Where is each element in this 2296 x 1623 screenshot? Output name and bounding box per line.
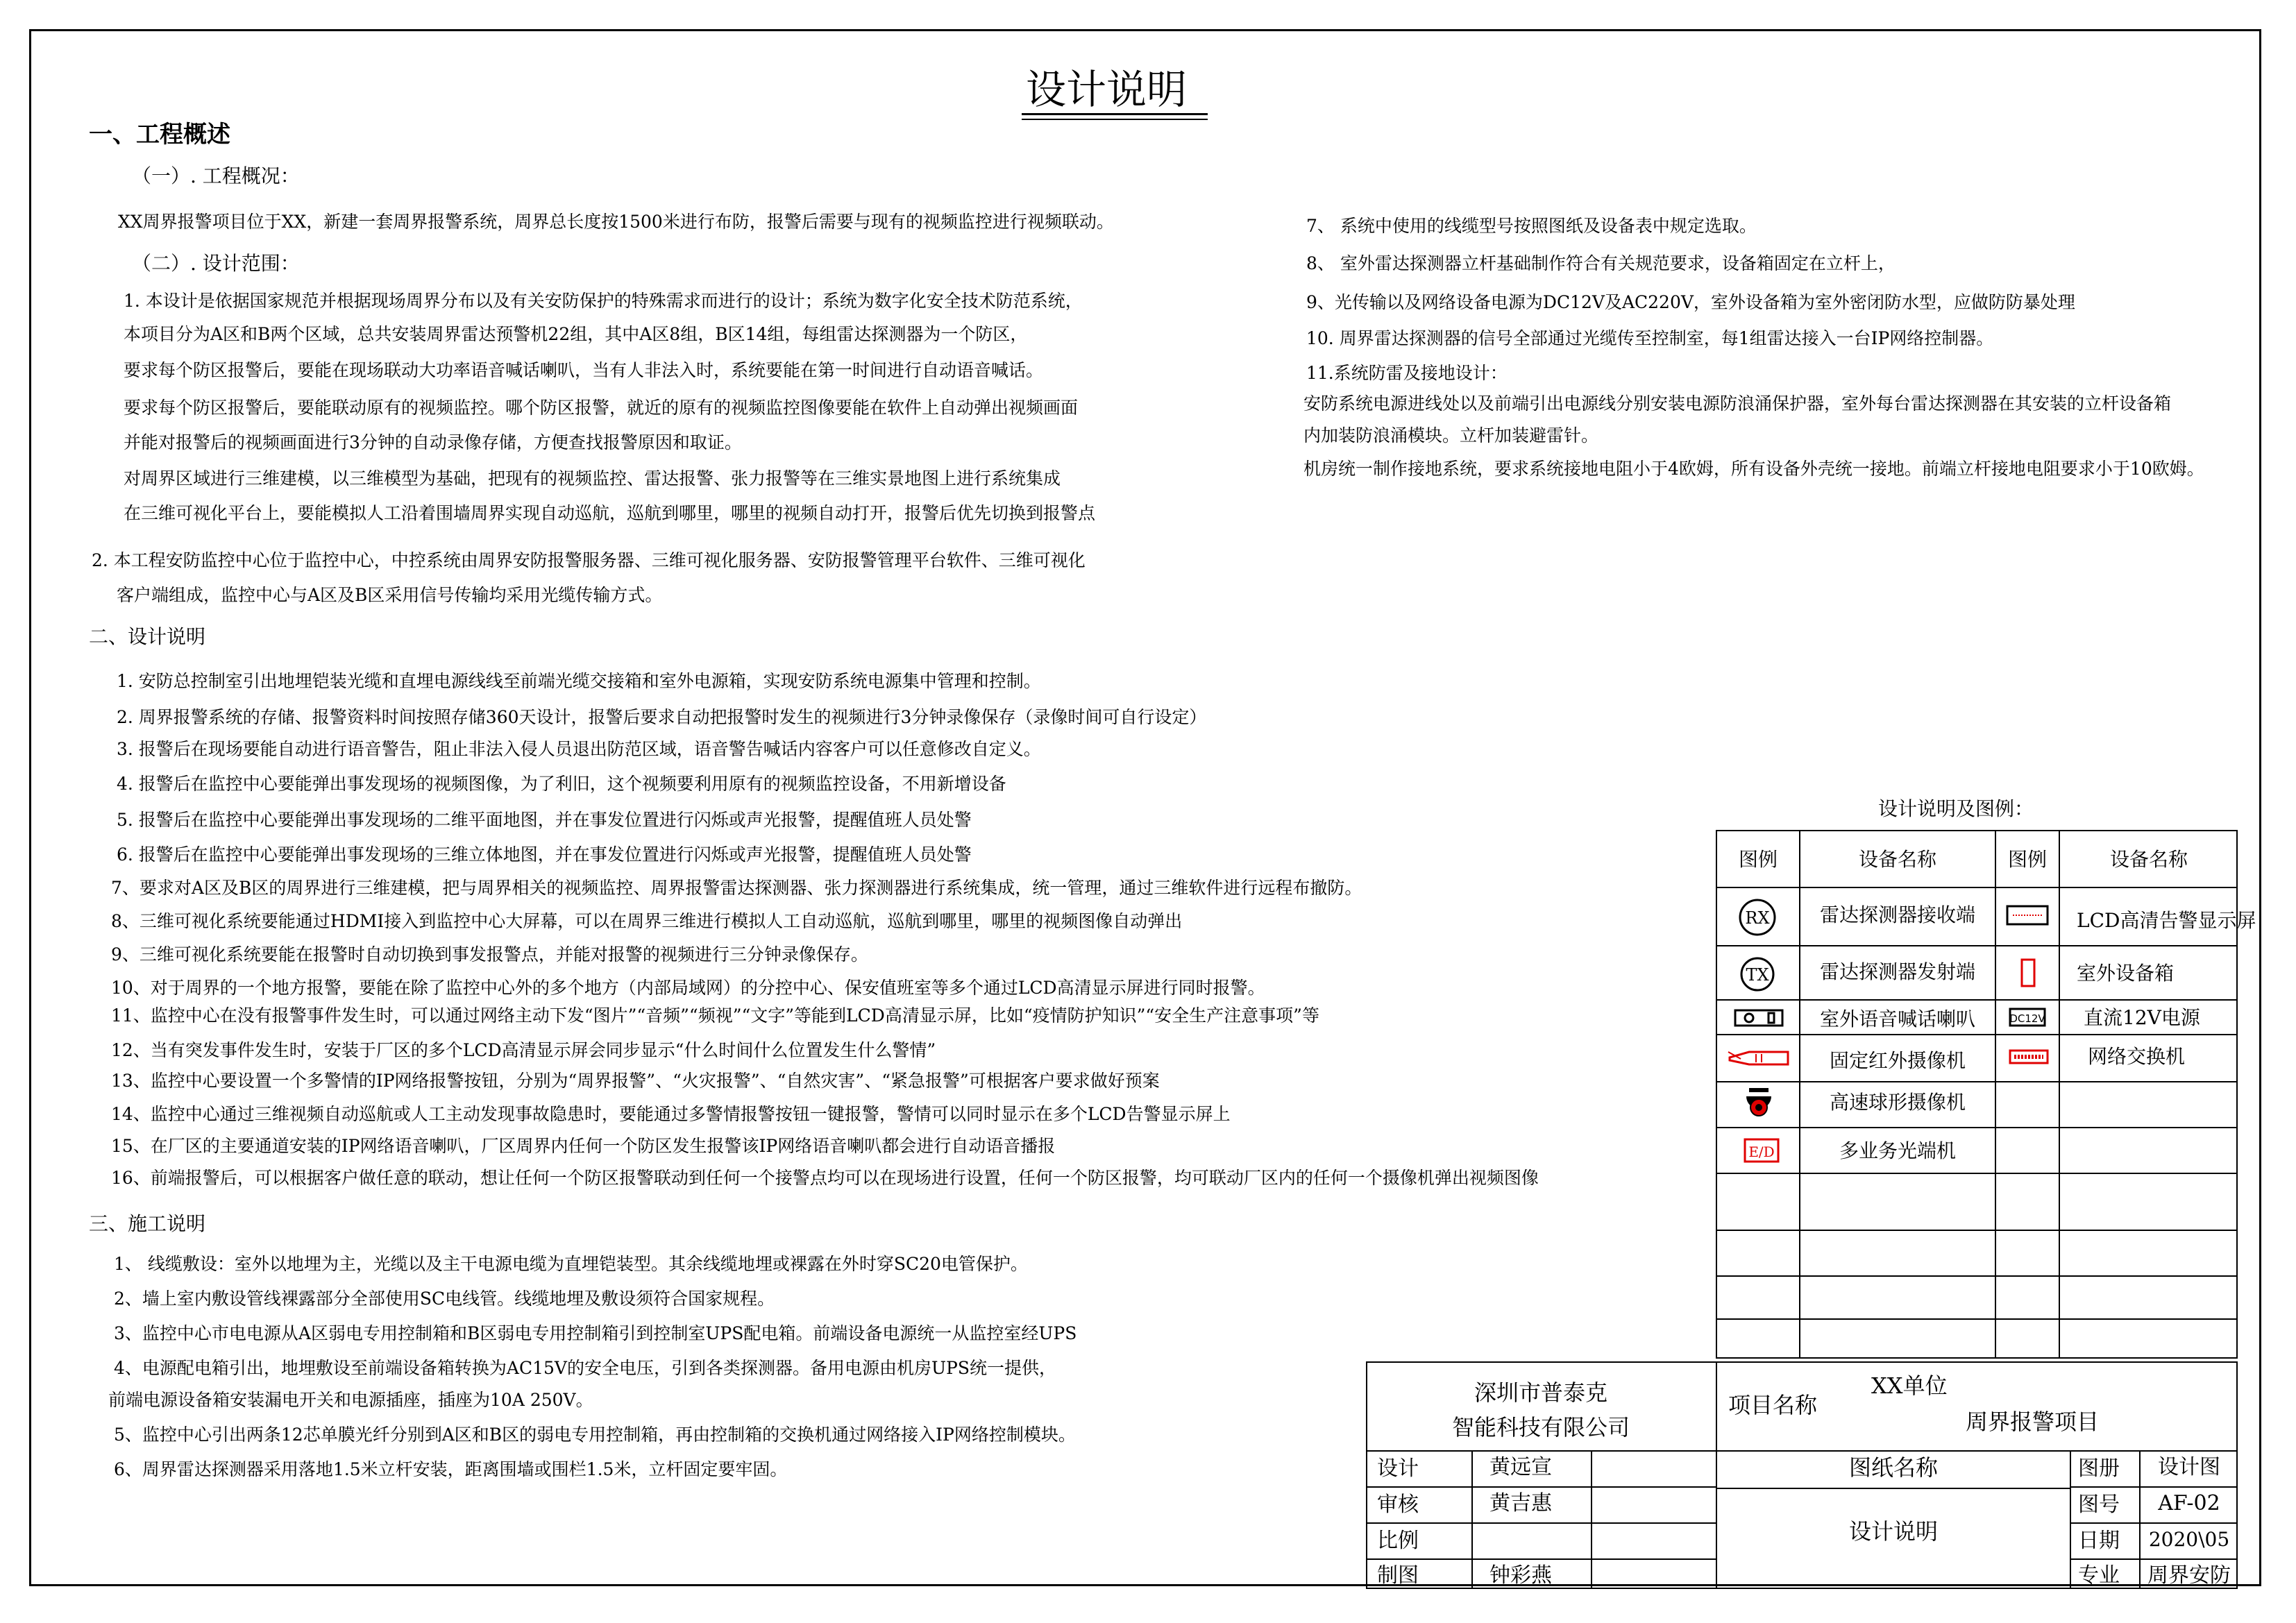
title-block-line (2070, 1522, 2238, 1524)
title-underline (1022, 113, 1208, 115)
title-block-divider (1471, 1450, 1473, 1589)
section2-item: 3. 报警后在现场要能自动进行语音警告，阻止非法入侵人员退出防范区域，语音警告喊话内容客户可以任意修改自定义。 (117, 739, 1041, 759)
legend-row-line (1716, 1081, 2238, 1082)
scope-line: 要求每个防区报警后，要能联动原有的视频监控。哪个防区报警，就近的原有的视频监控图像要能在软件上自动弹出视频画面 (124, 398, 1079, 418)
discipline-value: 周界安防 (2147, 1563, 2231, 1588)
book-label: 图册 (2078, 1456, 2120, 1481)
section3-item: 6、周界雷达探测器采用落地1.5米立杆安装，距离围墙或围栏1.5米，立杆固定要牢固。 (114, 1459, 788, 1479)
number-value: AF-02 (2158, 1491, 2220, 1515)
legend-name-dome-camera: 高速球形摄像机 (1829, 1091, 1966, 1114)
section2-item: 7、要求对A区及B区的周界进行三维建模，把与周界相关的视频监控、周界报警雷达探测器、张力探测器进行系统集成，统一管理，通过三维软件进行远程布撤防。 (111, 878, 1362, 898)
optical-transceiver-icon (1744, 1138, 1780, 1163)
speaker-icon (1734, 1009, 1784, 1027)
legend-name-speaker: 室外语音喊话喇叭 (1819, 1008, 1975, 1030)
draw-label: 制图 (1377, 1563, 1419, 1588)
section2-item: 8、三维可视化系统要能通过HDMI接入到监控中心大屏幕，可以在周界三维进行模拟人工自动巡航，巡航到哪里，哪里的视频图像自动弹出 (111, 911, 1183, 931)
legend-name-ir-camera: 固定红外摄像机 (1829, 1049, 1966, 1072)
legend-name-rx: 雷达探测器接收端 (1819, 903, 1975, 926)
section1-overview: XX周界报警项目位于XX，新建一套周界报警系统，周界总长度按1500米进行布防，报警后需要与现有的视频监控进行视频联动。 (118, 212, 1114, 232)
project-owner: XX单位 (1871, 1373, 1948, 1399)
section2-item: 5. 报警后在监控中心要能弹出事发现场的二维平面地图，并在事发位置进行闪烁或声光报警，提醒值班人员处警 (117, 810, 972, 830)
tx-symbol: TX (1746, 965, 1769, 985)
scope-line: 在三维可视化平台上，要能模拟人工沿着围墙周界实现自动巡航，巡航到哪里，哪里的视频自动打开，报警后优先切换到报警点 (124, 503, 1096, 523)
draw-value: 钟彩燕 (1489, 1563, 1552, 1588)
legend-row-line (1716, 1318, 2238, 1320)
section2-item: 11、监控中心在没有报警事件发生时，可以通过网络主动下发“图片”“音频”“频视”“文字”等能到LCD高清显示屏，比如“疫情防护知识”“安全生产注意事项”等 (111, 1005, 1319, 1026)
title-underline (1022, 119, 1208, 120)
legend-row-line (1716, 945, 2238, 946)
title-block-divider (2070, 1450, 2071, 1589)
section1-sub2: （二）. 设计范围： (132, 252, 300, 275)
legend-name-dc12v: 直流12V电源 (2084, 1006, 2200, 1029)
legend-header-symbol: 图例 (1738, 848, 1778, 871)
title-block-line (2070, 1558, 2238, 1560)
discipline-label: 专业 (2078, 1563, 2120, 1588)
right-item: 8、 室外雷达探测器立杆基础制作符合有关规范要求，设备箱固定在立杆上， (1306, 253, 1896, 273)
legend-caption: 设计说明及图例： (1878, 797, 2034, 820)
legend-name-tx: 雷达探测器发射端 (1819, 960, 1975, 983)
project-label: 项目名称 (1728, 1392, 1818, 1418)
legend-name-outdoor-box: 室外设备箱 (2077, 962, 2175, 985)
network-switch-icon (2009, 1049, 2049, 1064)
scope-line: 要求每个防区报警后，要能在现场联动大功率语音喊话喇叭，当有人非法入时，系统要能在第一时间进行自动语音喊话。 (124, 360, 1044, 380)
legend-row-line (1716, 1127, 2238, 1128)
legend-divider (1995, 830, 1996, 1359)
dc12v-symbol: DC12V (2009, 1012, 2045, 1025)
project-name: 周界报警项目 (1966, 1409, 2100, 1435)
scope-line: 1. 本设计是依据国家规范并根据现场周界分布以及有关安防保护的特殊需求而进行的设计；系统为数字化安全技术防范系统， (124, 291, 1083, 311)
right-item: 10. 周界雷达探测器的信号全部通过光缆传至控制室，每1组雷达接入一台IP网络控制器。 (1306, 328, 1994, 348)
section2-item: 4. 报警后在监控中心要能弹出事发现场的视频图像，为了利旧，这个视频要利用原有的视频监控设备，不用新增设备 (117, 774, 1006, 794)
section3-item: 1、 线缆敷设：室外以地埋为主，光缆以及主干电源电缆为直埋铠装型。其余线缆地埋或裸露在外时穿SC20电管保护。 (114, 1254, 1028, 1274)
title-block-line (1716, 1488, 2070, 1489)
design-value: 黄远宣 (1489, 1455, 1552, 1479)
legend-divider (2059, 830, 2060, 1359)
section2-item: 15、在厂区的主要通道安装的IP网络语音喇叭，厂区周界内任何一个防区发生报警该IP网络语音喇叭都会进行自动语音播报 (111, 1136, 1056, 1156)
lightning-line: 安防系统电源进线处以及前端引出电源线分别安装电源防浪涌保护器，室外每台雷达探测器在其安装的立杆设备箱 (1303, 393, 2172, 414)
legend-header-name: 设备名称 (1858, 848, 1936, 871)
legend-row-line (1716, 1173, 2238, 1174)
dc12v-icon (2009, 1008, 2046, 1027)
scope-line: 本项目分为A区和B两个区域，总共安装周界雷达预警机22组，其中A区8组，B区14组，每组雷达探测器为一个防区， (124, 324, 1028, 344)
section3-heading: 三、施工说明 (89, 1212, 206, 1235)
section2-item: 9、三维可视化系统要能在报警时自动切换到事发报警点，并能对报警的视频进行三分钟录像保存。 (111, 944, 868, 965)
ed-symbol: E/D (1748, 1144, 1775, 1160)
legend-name-switch: 网络交换机 (2088, 1045, 2186, 1068)
legend-row-line (1716, 887, 2238, 888)
lcd-display-icon (2006, 905, 2049, 926)
section2-item: 13、监控中心要设置一个多警情的IP网络报警按钮，分别为“周界报警”、“火灾报警”、“自然灾害”、“紧急报警”可根据客户要求做好预案 (111, 1071, 1160, 1091)
section2-item: 6. 报警后在监控中心要能弹出事发现场的三维立体地图，并在事发位置进行闪烁或声光报警，提醒值班人员处警 (117, 844, 972, 865)
scale-label: 比例 (1377, 1529, 1419, 1553)
dome-camera-icon (1744, 1087, 1774, 1120)
title-block-divider (1591, 1450, 1592, 1589)
item2-line: 客户端组成，监控中心与A区及B区采用信号传输均采用光缆传输方式。 (117, 585, 663, 605)
title-block-line (1366, 1486, 1716, 1488)
item2-line: 2. 本工程安防监控中心位于监控中心，中控系统由周界安防报警服务器、三维可视化服务器、安防报警管理平台软件、三维可视化 (92, 550, 1086, 570)
title-block-line (1366, 1522, 1716, 1524)
legend-row-line (1716, 999, 2238, 1001)
section2-item: 10、对于周界的一个地方报警，要能在除了监控中心外的多个地方（内部局域网）的分控中心、保安值班室等多个通过LCD高清显示屏进行同时报警。 (111, 978, 1265, 998)
review-value: 黄吉惠 (1489, 1491, 1552, 1515)
legend-row-line (1716, 1034, 2238, 1035)
title-block-line (1366, 1450, 2238, 1452)
date-value: 2020\05 (2148, 1528, 2230, 1551)
lightning-line: 机房统一制作接地系统，要求系统接地电阻小于4欧姆，所有设备外壳统一接地。前端立杆接地电阻要求小于10欧姆。 (1303, 459, 2204, 479)
section1-heading: 一、工程概述 (89, 121, 230, 148)
number-label: 图号 (2078, 1493, 2120, 1517)
section3-item: 2、墙上室内敷设管线裸露部分全部使用SC电线管。线缆地埋及敷设须符合国家规程。 (114, 1289, 775, 1309)
review-label: 审核 (1377, 1493, 1419, 1517)
tx-icon (1739, 956, 1775, 992)
section3-item: 5、监控中心引出两条12芯单膜光纤分别到A区和B区的弱电专用控制箱，再由控制箱的交换机通过网络接入IP网络控制模块。 (114, 1425, 1076, 1445)
section3-item: 4、电源配电箱引出，地埋敷设至前端设备箱转换为AC15V的安全电压，引到各类探测器。备用电源由机房UPS统一提供， (114, 1358, 1056, 1378)
legend-row-line (1716, 1230, 2238, 1231)
right-item: 9、光传输以及网络设备电源为DC12V及AC220V，室外设备箱为室外密闭防水型，应做防防暴处理 (1306, 292, 2075, 312)
section2-item: 2. 周界报警系统的存储、报警资料时间按照存储360天设计，报警后要求自动把报警时发生的视频进行3分钟录像保存（录像时间可自行设定） (117, 707, 1207, 727)
lightning-line: 内加装防浪涌模块。立杆加装避雷针。 (1303, 425, 1599, 445)
section2-item: 1. 安防总控制室引出地埋铠装光缆和直埋电源线线至前端光缆交接箱和室外电源箱，实现安防系统电源集中管理和控制。 (117, 671, 1041, 691)
legend-row-line (1716, 1275, 2238, 1277)
section2-heading: 二、设计说明 (89, 625, 206, 648)
legend-name-transceiver: 多业务光端机 (1839, 1139, 1956, 1162)
design-label: 设计 (1377, 1456, 1419, 1481)
rx-symbol: RX (1745, 908, 1770, 928)
page-title: 设计说明 (1026, 66, 1188, 113)
right-item: 7、 系统中使用的线缆型号按照图纸及设备表中规定选取。 (1306, 216, 1757, 236)
rx-icon (1738, 898, 1777, 937)
scope-line: 对周界区域进行三维建模，以三维模型为基础，把现有的视频监控、雷达报警、张力报警等在三维实景地图上进行系统集成 (124, 468, 1061, 488)
title-block-line (2070, 1486, 2238, 1488)
company-name: 智能科技有限公司 (1451, 1414, 1630, 1441)
drawing-name-value: 设计说明 (1848, 1518, 1938, 1545)
date-label: 日期 (2078, 1529, 2120, 1553)
legend-header-name: 设备名称 (2109, 848, 2188, 871)
legend-name-lcd: LCD高清告警显示屏 (2077, 909, 2256, 932)
outdoor-box-icon (2020, 958, 2036, 988)
title-block-line (1366, 1558, 1716, 1560)
section2-item: 12、当有突发事件发生时，安装于厂区的多个LCD高清显示屏会同步显示“什么时间什么位置发生什么警情” (111, 1040, 936, 1060)
drawing-name-label: 图纸名称 (1848, 1454, 1938, 1481)
section1-sub1: （一）. 工程概况： (132, 164, 300, 187)
scope-line: 并能对报警后的视频画面进行3分钟的自动录像存储，方便查找报警原因和取证。 (124, 432, 742, 452)
book-value: 设计图 (2158, 1455, 2220, 1479)
legend-header-symbol: 图例 (2007, 848, 2047, 871)
section3-item: 3、监控中心市电电源从A区弱电专用控制箱和B区弱电专用控制箱引到控制室UPS配电箱。前端设备电源统一从监控室经UPS (114, 1323, 1077, 1343)
section2-item: 14、监控中心通过三维视频自动巡航或人工主动发现事故隐患时，要能通过多警情报警按钮一键报警，警情可以同时显示在多个LCD告警显示屏上 (111, 1104, 1231, 1124)
ir-camera-icon (1725, 1048, 1792, 1069)
section3-item: 前端电源设备箱安装漏电开关和电源插座，插座为10A 250V。 (108, 1390, 593, 1410)
section2-item: 16、前端报警后，可以根据客户做任意的联动，想让任何一个防区报警联动到任何一个接警点均可以在现场进行设置，任何一个防区报警，均可联动厂区内的任何一个摄像机弹出视频图像 (111, 1168, 1539, 1188)
right-item: 11.系统防雷及接地设计： (1306, 363, 1508, 383)
company-name: 深圳市普泰克 (1474, 1379, 1607, 1406)
